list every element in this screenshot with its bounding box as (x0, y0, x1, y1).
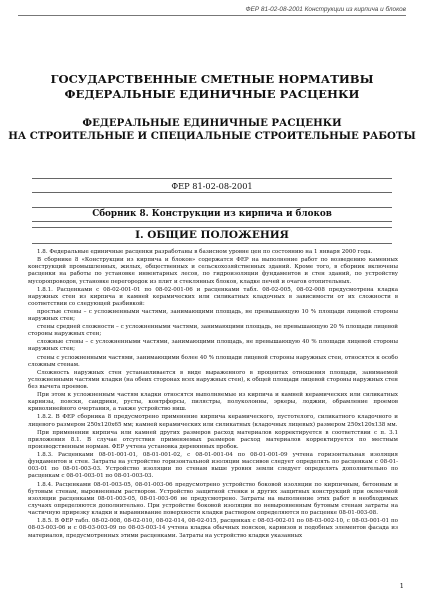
title-line-4: НА СТРОИТЕЛЬНЫЕ И СПЕЦИАЛЬНЫЕ СТРОИТЕЛЬНЫЕ РАБОТЫ (8, 130, 416, 142)
section-heading: I. ОБЩИЕ ПОЛОЖЕНИЯ (32, 227, 392, 244)
body-text (28, 249, 398, 541)
title-line-1: ГОСУДАРСТВЕННЫЕ СМЕТНЫЕ НОРМАТИВЫ (50, 72, 374, 86)
paragraph: стены с усложненными частями, занимающими более 40 % площади лицевой стороны наружных стен, относятся к особо сложным стенам. (28, 354, 398, 368)
paragraph: В сборнике 8 «Конструкции из кирпича и блоков» содержатся ФЕР на выполнение работ по возведению каменных конструкций промышленных, жилых, общественных и сельскохозяйственных зданий. Кроме того, в сборник включены расценки на работы по установке инвентарных лесов, по гидроизоляции фундаментов и стен зданий, по устройству мусоропроводов, установке перегородок из плит и стеклянных блоков, кладке печей и очагов отопительных. (28, 257, 398, 285)
collection-title: Сборник 8. Конструкции из кирпича и блоков (32, 207, 392, 222)
paragraph: Сложность наружных стен устанавливается в виде выраженного в процентах отношения площади, занимаемой усложненными частями кладки (на обеих сторонах всех наружных стен), к общей площади лицевой стороны наружных стен без вычета проемов. (28, 369, 398, 391)
paragraph: 1.8.1. Расценками с 08-02-001-01 по 08-02-001-06 и расценками табл. 08-02-005, 08-02-008 предусмотрена кладка наружных стен из кирпича и камней керамических или силикатных кладочных в зависимости от их сложности в соответствии со следующей разбивкой: (28, 286, 398, 307)
paragraph: простые стены – с усложненными частями, занимающими площадь, не превышающую 10 % площади лицевой стороны наружных стен; (28, 308, 398, 323)
title-line-2: ФЕДЕРАЛЬНЫЕ ЕДИНИЧНЫЕ РАСЦЕНКИ (64, 87, 360, 101)
paragraph: стены средней сложности – с усложненными частями, занимающими площадь, не превышающую 20 % площади лицевой стороны наружных стен; (28, 324, 398, 338)
paragraph: 1.8.5. В ФЕР табл. 08-02-008, 08-02-010, 08-02-014, 08-02-015, расценках с 08-03-002-01 по 08-03-002-10, с 08-03-001-01 по 08-03-003-06 и с 08-03-003-09 по 08-03-003-14 учтена кладка обычных поясков, карнизов и подобных элементов фасада из материалов, предусмотренных этими расценками. Затраты на устройство кладки указанных (28, 518, 398, 539)
paragraph: При применении кирпича или камней других размеров расход материалов корректируется в соответствии с п. 3.1 приложения 8.1. В случае отсутствия применяемых размеров расход материалов корректируется по местным производственным нормам. ФЕР учтена установка деревянных пробок. (28, 429, 398, 450)
running-header: ФЕР 81-02-08-2001 Конструкции из кирпича и блоков (245, 6, 406, 13)
paragraph: При этом к усложненным частям кладки относятся выполняемые из кирпича и камней керамических или силикатных карнизы, пояски, сандрики, русты, контрфорсы, пилястры, полуколонны, эркеры, лоджии, обрамление проемов криволинейного очертания, а также устройство ниш. (28, 392, 398, 413)
paragraph: 1.8.3. Расценками 08-01-001-01, 08-01-001-02, с 08-01-001-04 по 08-01-001-09 учтена горизонтальная изоляция фундаментов и стен. Затраты на устройство горизонтальной изоляции массивов следует определять по расценкам с 08-01-003-01 по 08-01-003-03. Устройство изоляции по стенам выше уровня земли следует определять дополнительно по расценкам с 08-01-003-01 по 08-01-003-03. (28, 452, 398, 480)
header-divider (18, 15, 406, 16)
title-line-3: ФЕДЕРАЛЬНЫЕ ЕДИНИЧНЫЕ РАСЦЕНКИ (82, 117, 342, 129)
page-number: 1 (399, 582, 404, 590)
title-block (0, 72, 424, 143)
paragraph: 1.8.2. В ФЕР сборника 8 предусмотрено применение кирпича керамического, пустотелого, силикатного кладочного и лицевого размером 250x120x65 мм; камней керамических или силикатных (кладочных лицевых) размером 250x120x138 мм. (28, 414, 398, 428)
paragraph: 1.8.4. Расценками 08-01-003-05, 08-01-003-06 предусмотрено устройство боковой изоляции по кирпичным, бетонным и бутовым стенам, выровненным раствором. Устройство защитной стенки и других защитных конструкций при оклеечной изоляции расценками 08-01-003-05, 08-01-003-06 не предусмотрено. Затраты на выполнение этих работ в необходимых случаях определяются дополнительно. При устройстве боковой изоляции по невыровненным бутовым стенам затраты на частичную прирезку кладки и выравнивание поверхности кладки раствором определяются по расценке 08-01-003-08. (28, 481, 398, 517)
paragraph: сложные стены – с усложненными частями, занимающими площадь, не превышающую 40 % площади лицевой стороны наружных стен; (28, 339, 398, 353)
paragraph: 1.8. Федеральные единичные расценки разработаны в базисном уровне цен по состоянию на 1 января 2000 года. (37, 249, 373, 255)
document-code: ФЕР 81-02-08-2001 (32, 178, 392, 193)
